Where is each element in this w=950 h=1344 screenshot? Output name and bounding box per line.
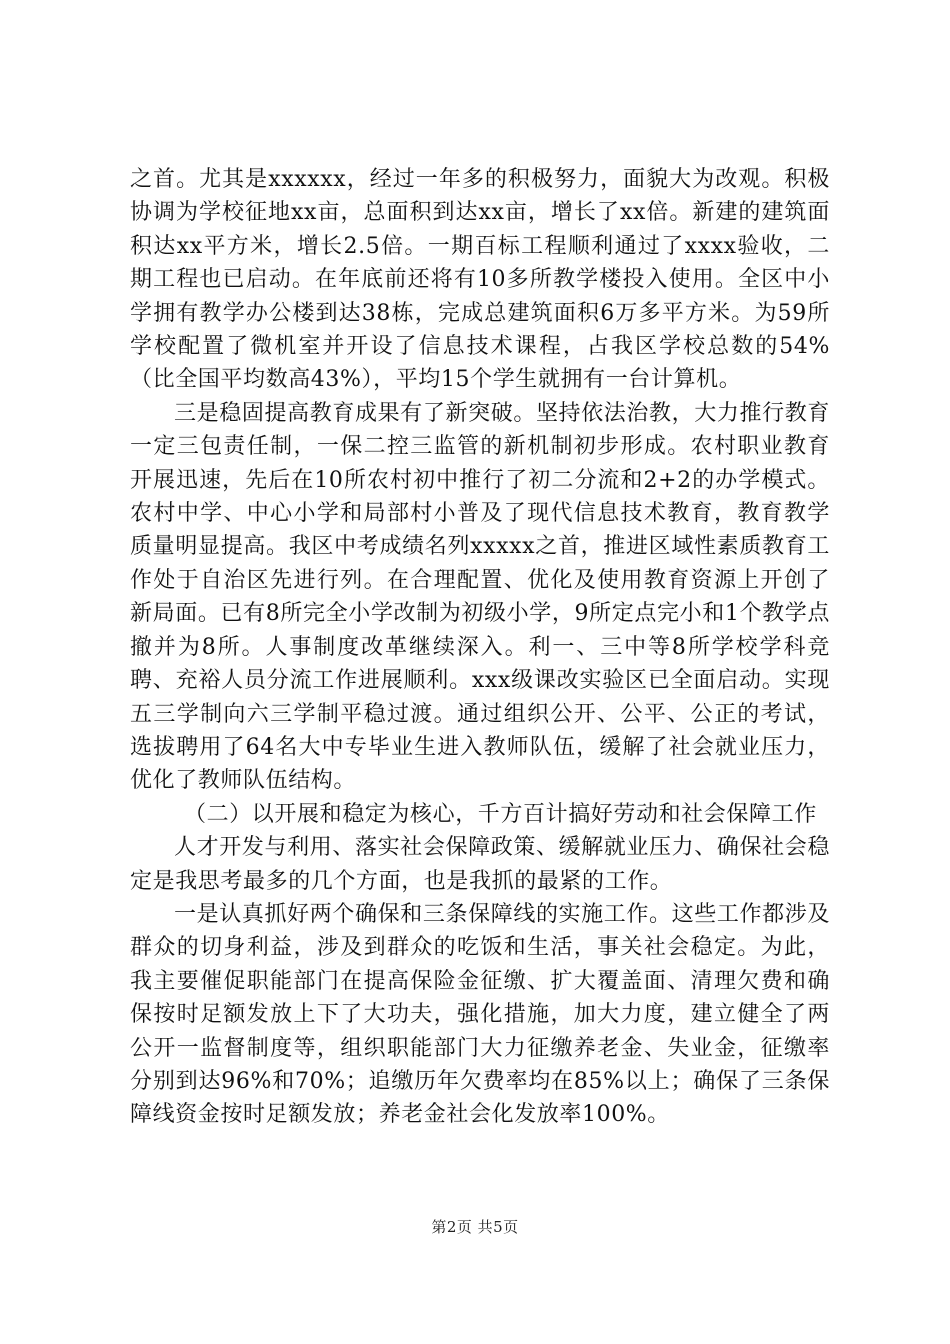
paragraph-two-guarantees: 一是认真抓好两个确保和三条保障线的实施工作。这些工作都涉及群众的切身利益，涉及到群众的吃饭和生活，事关社会稳定。为此，我主要催促职能部门在提高保险金征缴、扩大覆盖面、清理欠费和确保按时足额发放上下了大功夫，强化措施，加大力度，建立健全了两公开一监督制度等，组织职能部门大力征缴养老金、失业金，征缴率分别到达96%和70%；追缴历年欠费率均在85%以上；确保了三条保障线资金按时足额发放；养老金社会化发放率100%。 bbox=[130, 901, 830, 1128]
paragraph-education-achievements: 三是稳固提高教育成果有了新突破。坚持依法治教，大力推行教育一定三包责任制，一保二控三监管的新机制初步形成。农村职业教育开展迅速，先后在10所农村初中推行了初二分流和2+2的办学模式。农村中学、中心小学和局部村小普及了现代信息技术教育，教育教学质量明显提高。我区中考成绩名列xxxxx之首，推进区域性素质教育工作处于自治区先进行列。在合理配置、优化及使用教育资源上开创了新局面。已有8所完全小学改制为初级小学，9所定点完小和1个教学点撤并为8所。人事制度改革继续深入。利一、三中等8所学校学科竞聘、充裕人员分流工作进展顺利。xxx级课改实验区已全面启动。实现五三学制向六三学制平稳过渡。通过组织公开、公平、公正的考试，选拔聘用了64名大中专毕业生进入教师队伍，缓解了社会就业压力，优化了教师队伍结构。 bbox=[130, 400, 830, 794]
section-heading-labor-social-security: （二）以开展和稳定为核心，千方百计搞好劳动和社会保障工作 bbox=[184, 801, 817, 827]
page-number-footer: 第2页 共5页 bbox=[431, 1218, 519, 1236]
paragraph-priorities: 人才开发与利用、落实社会保障政策、缓解就业压力、确保社会稳定是我思考最多的几个方面，也是我抓的最紧的工作。 bbox=[130, 835, 830, 894]
paragraph-continuation: 之首。尤其是xxxxxx，经过一年多的积极努力，面貌大为改观。积极协调为学校征地xx亩，总面积到达xx亩，增长了xx倍。新建的建筑面积达xx平方米，增长2.5倍。一期百标工程顺利通过了xxxx验收，二期工程也已启动。在年底前还将有10多所教学楼投入使用。全区中小学拥有教学办公楼到达38栋，完成总建筑面积6万多平方米。为59所学校配置了微机室并开设了信息技术课程，占我区学校总数的54%（比全国平均数高43%），平均15个学生就拥有一台计算机。 bbox=[130, 167, 830, 393]
document-body bbox=[130, 163, 830, 1132]
